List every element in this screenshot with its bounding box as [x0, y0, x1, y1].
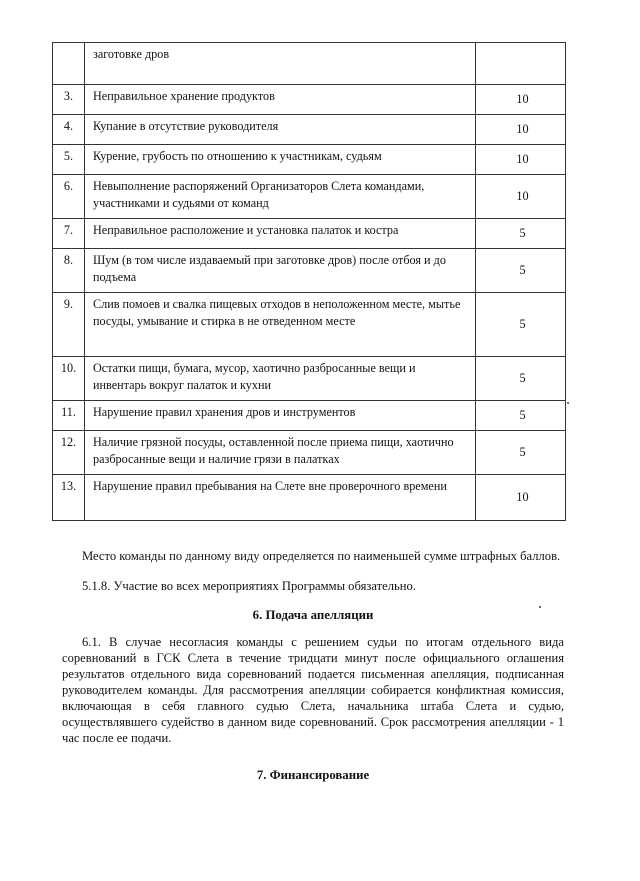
table-row [53, 145, 566, 175]
violation-description: Купание в отсутствие руководителя [85, 115, 476, 145]
row-number: 13. [53, 475, 85, 521]
violation-description: Неправильное хранение продуктов [85, 85, 476, 115]
row-number: 4. [53, 115, 85, 145]
section-6-text: 6.1. В случае несогласия команды с решением судьи по итогам отдельного вида соревнований в ГСК Слета в течение тридцати минут после официального оглашения результатов отдельного вида соревнований подается письменная апелляция, подписанная руководителем команды. Для рассмотрения апелляции собирается конфликтная комиссия, включающая в себя главного судью Слета, начальника штаба Слета и судью, осуществлявшего судейство в данном виде соревнований. Срок рассмотрения апелляции - 1 час после ее подачи. [62, 635, 564, 745]
penalty-points-value: 10 [516, 152, 529, 166]
row-number: 8. [53, 249, 85, 293]
row-number: 5. [53, 145, 85, 175]
table-row [53, 43, 566, 85]
clause-5-1-8: 5.1.8. Участие во всех мероприятиях Программы обязательно. [82, 579, 416, 593]
row-number: 7. [53, 219, 85, 249]
section-7-title: 7. Финансирование [256, 768, 370, 782]
penalty-points-value: 10 [516, 122, 529, 136]
table-row [53, 175, 566, 219]
penalty-points [476, 145, 566, 175]
penalty-points-value: 10 [516, 189, 529, 203]
violation-description: Невыполнение распоряжений Организаторов Слета командами, участниками и судьями от команд [85, 175, 476, 219]
penalty-points [476, 293, 566, 357]
table-row [53, 115, 566, 145]
section-6-title: 6. Подача апелляции [252, 608, 374, 622]
table-row [53, 219, 566, 249]
violation-description: Шум (в том числе издаваемый при заготовке дров) после отбоя и до подъема [85, 249, 476, 293]
penalty-points [476, 219, 566, 249]
penalty-points [476, 401, 566, 431]
penalty-points [476, 175, 566, 219]
penalty-points [476, 431, 566, 475]
penalties-table-body [53, 43, 566, 521]
table-row [53, 293, 566, 357]
penalties-table [52, 42, 566, 521]
violation-description: Неправильное расположение и установка палаток и костра [85, 219, 476, 249]
penalty-points-value: 5 [519, 263, 526, 277]
violation-description: Слив помоев и свалка пищевых отходов в неположенном месте, мытье посуды, умывание и стирка в не отведенном месте [85, 293, 476, 357]
row-number: 10. [53, 357, 85, 401]
penalty-points-value: 5 [519, 371, 526, 385]
penalty-points-value: 10 [516, 490, 529, 504]
placement-note: Место команды по данному виду определяется по наименьшей сумме штрафных баллов. [82, 549, 561, 563]
violation-description: Курение, грубость по отношению к участникам, судьям [85, 145, 476, 175]
table-row [53, 401, 566, 431]
table-row [53, 357, 566, 401]
row-number: 11. [53, 401, 85, 431]
violation-description: Нарушение правил пребывания на Слете вне проверочного времени [85, 475, 476, 521]
penalty-points [476, 475, 566, 521]
scan-speck [539, 606, 541, 608]
violation-description: Остатки пищи, бумага, мусор, хаотично разбросанные вещи и инвентарь вокруг палаток и кухни [85, 357, 476, 401]
row-number: 9. [53, 293, 85, 357]
penalty-points-value: 5 [519, 445, 526, 459]
table-row [53, 475, 566, 521]
table-row [53, 431, 566, 475]
penalty-points [476, 85, 566, 115]
row-number: 6. [53, 175, 85, 219]
row-number: 12. [53, 431, 85, 475]
penalty-points-value: 10 [516, 92, 529, 106]
row-number [53, 43, 85, 85]
penalty-points-value: 5 [519, 226, 526, 240]
penalty-points-value: 5 [519, 317, 526, 331]
penalty-points-value: 5 [519, 408, 526, 422]
penalty-points [476, 357, 566, 401]
scan-speck [567, 402, 569, 404]
violation-description: Нарушение правил хранения дров и инструментов [85, 401, 476, 431]
table-row [53, 85, 566, 115]
table-row [53, 249, 566, 293]
penalty-points [476, 249, 566, 293]
row-number: 3. [53, 85, 85, 115]
penalty-points [476, 115, 566, 145]
penalty-points [476, 43, 566, 85]
violation-description: заготовке дров [85, 43, 476, 85]
violation-description: Наличие грязной посуды, оставленной после приема пищи, хаотично разбросанные вещи и наличие грязи в палатках [85, 431, 476, 475]
